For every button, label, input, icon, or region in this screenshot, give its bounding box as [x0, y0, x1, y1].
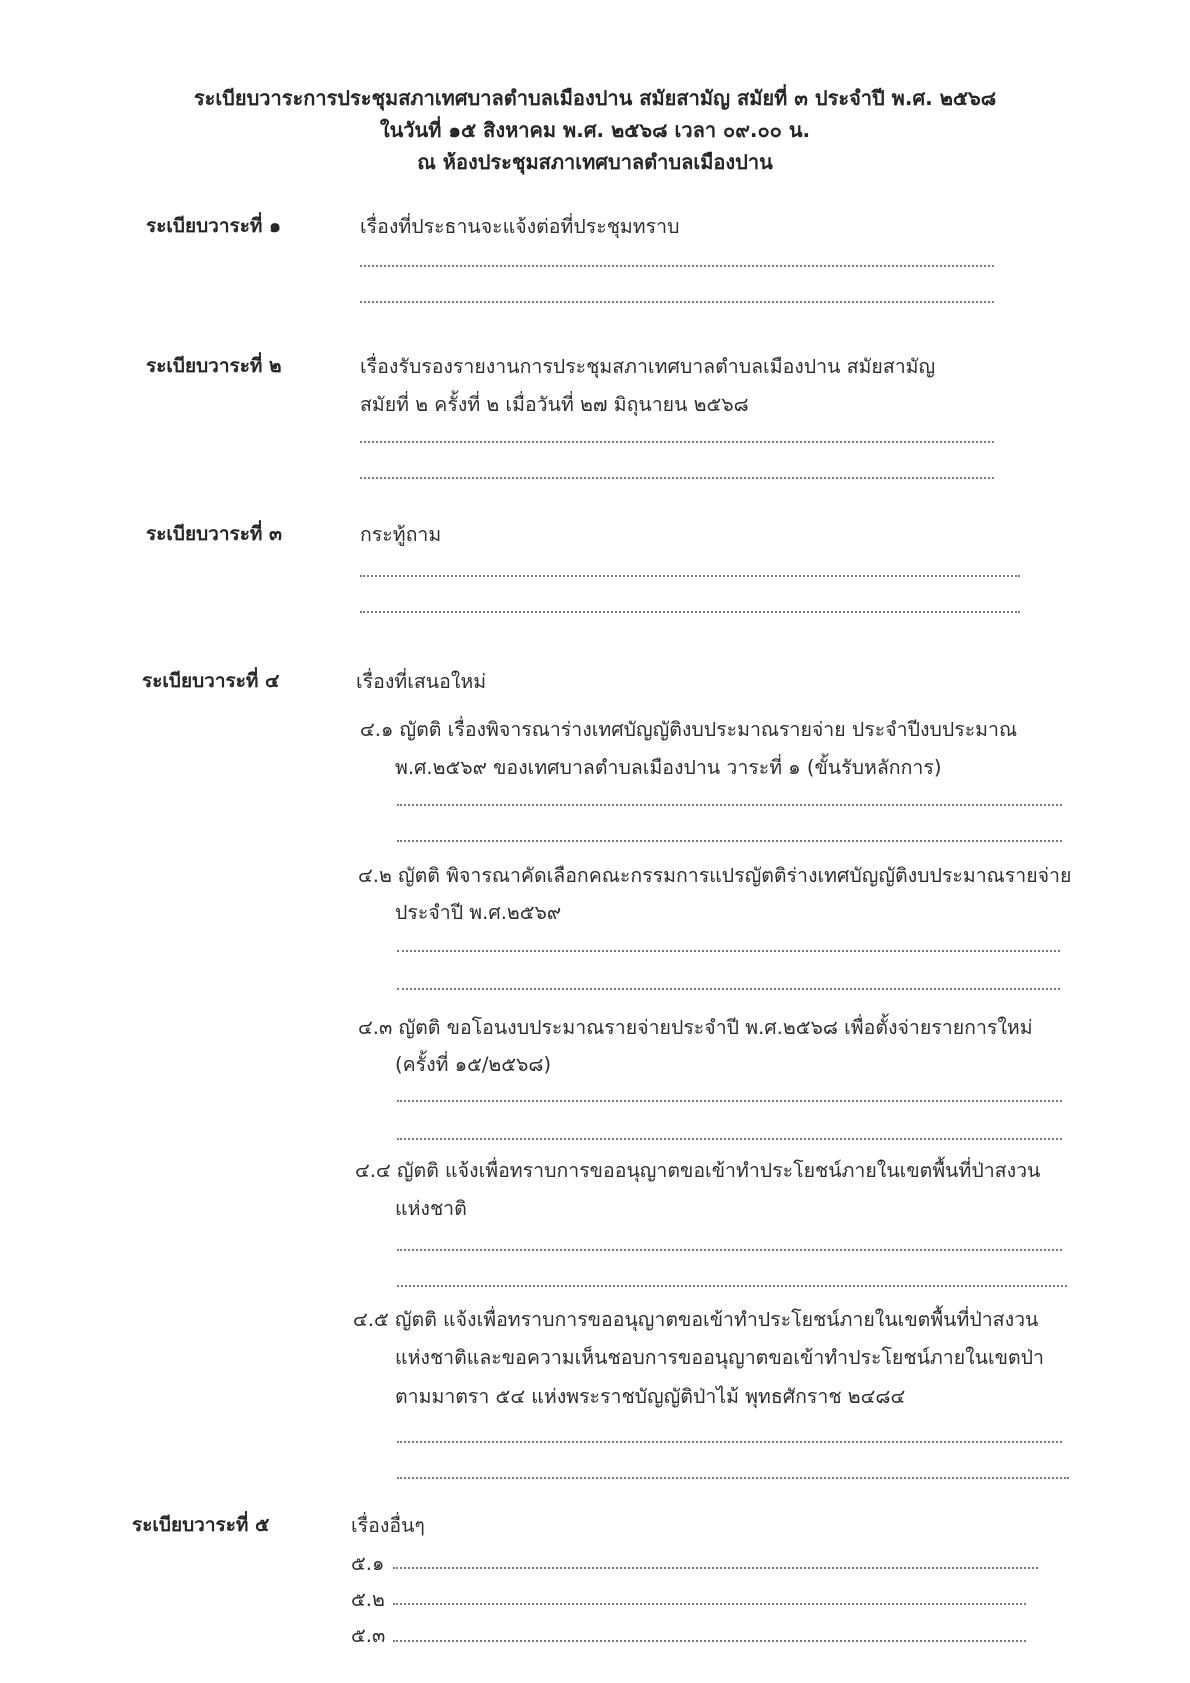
header-venue: ณ ห้องประชุมสภาเทศบาลตำบลเมืองปาน	[417, 150, 773, 174]
agenda-2-title-cont: สมัยที่ ๒ ครั้งที่ ๒ เมื่อวันที่ ๒๗ มิถุนายน ๒๕๖๘	[360, 393, 749, 416]
motion-4-3-line1: ๔.๓ ญัตติ ขอโอนงบประมาณรายจ่ายประจำปี พ.ศ.๒๕๖๘ เพื่อตั้งจ่ายรายการใหม่	[358, 1016, 1033, 1039]
agenda-3-label: ระเบียบวาระที่ ๓	[146, 523, 283, 545]
motion-4-2-line1: ๔.๒ ญัตติ พิจารณาคัดเลือกคณะกรรมการแปรญัตติร่างเทศบัญญัติงบประมาณรายจ่าย	[358, 864, 1072, 887]
blank-line	[397, 1285, 1067, 1287]
motion-4-1-line2: พ.ศ.๒๕๖๙ ของเทศบาลตำบลเมืองปาน วาระที่ ๑ (ขั้นรับหลักการ)	[395, 756, 942, 779]
blank-line	[397, 988, 1060, 990]
other-item-1-number: ๕.๑	[351, 1552, 385, 1575]
blank-line	[360, 611, 1020, 613]
agenda-4-label: ระเบียบวาระที่ ๔	[142, 670, 280, 692]
blank-line	[393, 1640, 1026, 1642]
blank-line	[360, 265, 994, 267]
blank-line	[397, 1138, 1062, 1140]
other-item-3-number: ๕.๓	[351, 1624, 386, 1647]
agenda-3-title: กระทู้ถาม	[360, 523, 442, 546]
motion-4-4-line2: แห่งชาติ	[395, 1197, 467, 1220]
agenda-4-title: เรื่องที่เสนอใหม่	[356, 670, 487, 693]
agenda-5-title: เรื่องอื่นๆ	[351, 1514, 425, 1537]
agenda-1-label: ระเบียบวาระที่ ๑	[146, 215, 282, 237]
header-title: ระเบียบวาระการประชุมสภาเทศบาลตำบลเมืองปาน สมัยสามัญ สมัยที่ ๓ ประจำปี พ.ศ. ๒๕๖๘	[193, 86, 997, 110]
agenda-2-title: เรื่องรับรองรายงานการประชุมสภาเทศบาลตำบลเมืองปาน สมัยสามัญ	[360, 355, 936, 378]
blank-line	[397, 1100, 1062, 1102]
blank-line	[360, 575, 1020, 577]
blank-line	[360, 477, 994, 479]
motion-4-5-line3: ตามมาตรา ๕๔ แห่งพระราชบัญญัติป่าไม้ พุทธศักราช ๒๔๘๔	[395, 1385, 906, 1408]
motion-4-4-line1: ๔.๔ ญัตติ แจ้งเพื่อทราบการขออนุญาตขอเข้าทำประโยชน์ภายในเขตพื้นที่ป่าสงวน	[355, 1159, 1041, 1182]
document-header	[0, 82, 1190, 178]
motion-4-1-line1: ๔.๑ ญัตติ เรื่องพิจารณาร่างเทศบัญญัติงบประมาณรายจ่าย ประจำปีงบประมาณ	[360, 718, 1018, 741]
blank-line	[397, 1441, 1062, 1443]
header-date: ในวันที่ ๑๕ สิงหาคม พ.ศ. ๒๕๖๘ เวลา ๐๙.๐๐ น.	[379, 118, 811, 142]
other-item-2-number: ๕.๒	[351, 1588, 385, 1611]
motion-4-5-line2: แห่งชาติและขอความเห็นชอบการขออนุญาตขอเข้าทำประโยชน์ภายในเขตป่า	[395, 1346, 1044, 1369]
blank-line	[397, 1477, 1069, 1479]
motion-4-3-line2: (ครั้งที่ ๑๕/๒๕๖๘)	[395, 1053, 552, 1076]
motion-4-2-line2: ประจำปี พ.ศ.๒๕๖๙	[395, 901, 562, 924]
blank-line	[393, 1603, 1026, 1605]
agenda-5-label: ระเบียบวาระที่ ๕	[132, 1514, 270, 1536]
agenda-1-title: เรื่องที่ประธานจะแจ้งต่อที่ประชุมทราบ	[360, 215, 680, 238]
blank-line	[393, 1567, 1038, 1569]
blank-line	[397, 1249, 1062, 1251]
blank-line	[397, 804, 1062, 806]
agenda-2-label: ระเบียบวาระที่ ๒	[146, 355, 282, 377]
blank-line	[397, 840, 1062, 842]
blank-line	[360, 441, 994, 443]
blank-line	[397, 950, 1060, 952]
motion-4-5-line1: ๔.๕ ญัตติ แจ้งเพื่อทราบการขออนุญาตขอเข้าทำประโยชน์ภายในเขตพื้นที่ป่าสงวน	[353, 1308, 1039, 1331]
blank-line	[360, 301, 994, 303]
